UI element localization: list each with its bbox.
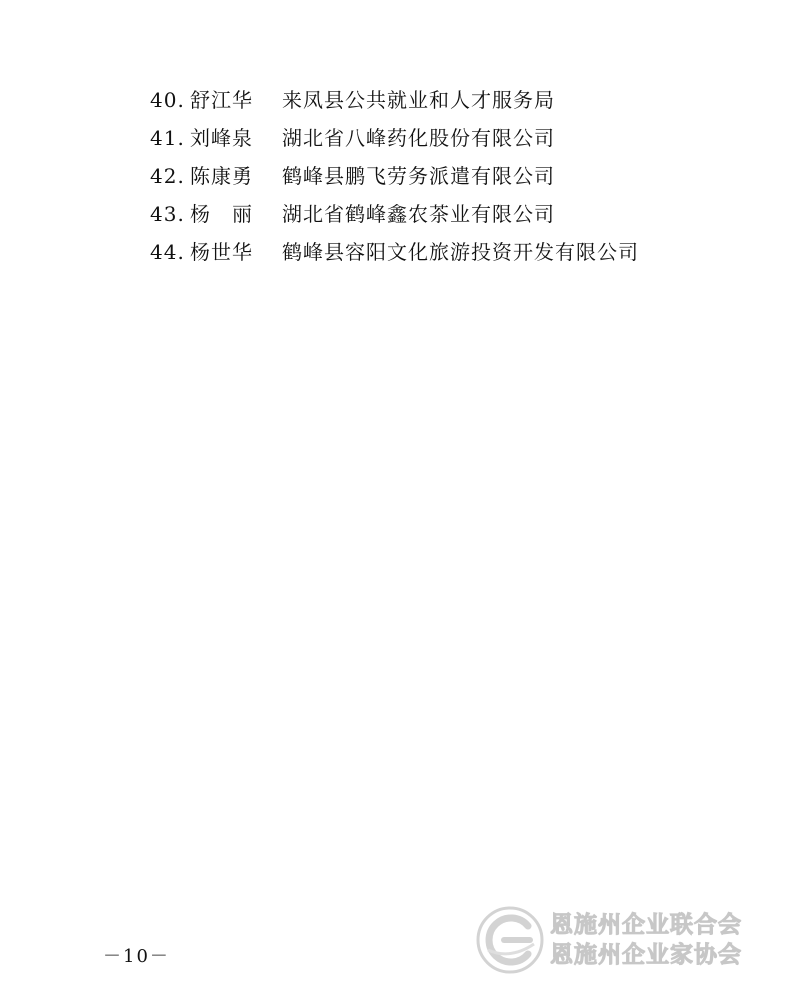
page-number: －10－ — [103, 946, 170, 967]
list-item — [150, 122, 750, 160]
recipient-list — [150, 84, 750, 274]
entry-name: 杨世华 — [190, 240, 253, 264]
watermark-text — [550, 910, 742, 970]
entry-number: 42. — [150, 164, 185, 188]
list-item — [150, 160, 750, 198]
entry-name: 陈康勇 — [190, 164, 253, 188]
watermark-line: 恩施州企业联合会 — [550, 912, 742, 938]
association-logo-icon — [474, 904, 546, 976]
entry-name: 舒江华 — [190, 88, 253, 112]
entry-organization: 鹤峰县鹏飞劳务派遣有限公司 — [282, 164, 555, 188]
entry-number: 43. — [150, 202, 185, 226]
entry-number: 44. — [150, 240, 185, 264]
watermark-line: 恩施州企业家协会 — [550, 942, 742, 968]
entry-organization: 来凤县公共就业和人才服务局 — [282, 88, 555, 112]
list-item — [150, 198, 750, 236]
entry-organization: 湖北省鹤峰鑫农茶业有限公司 — [282, 202, 555, 226]
watermark — [474, 900, 774, 980]
entry-number: 40. — [150, 88, 185, 112]
list-item — [150, 84, 750, 122]
list-item — [150, 236, 750, 274]
entry-name: 刘峰泉 — [190, 126, 253, 150]
entry-organization: 鹤峰县容阳文化旅游投资开发有限公司 — [282, 240, 639, 264]
entry-organization: 湖北省八峰药化股份有限公司 — [282, 126, 555, 150]
entry-number: 41. — [150, 126, 185, 150]
entry-name: 杨 丽 — [190, 202, 253, 226]
